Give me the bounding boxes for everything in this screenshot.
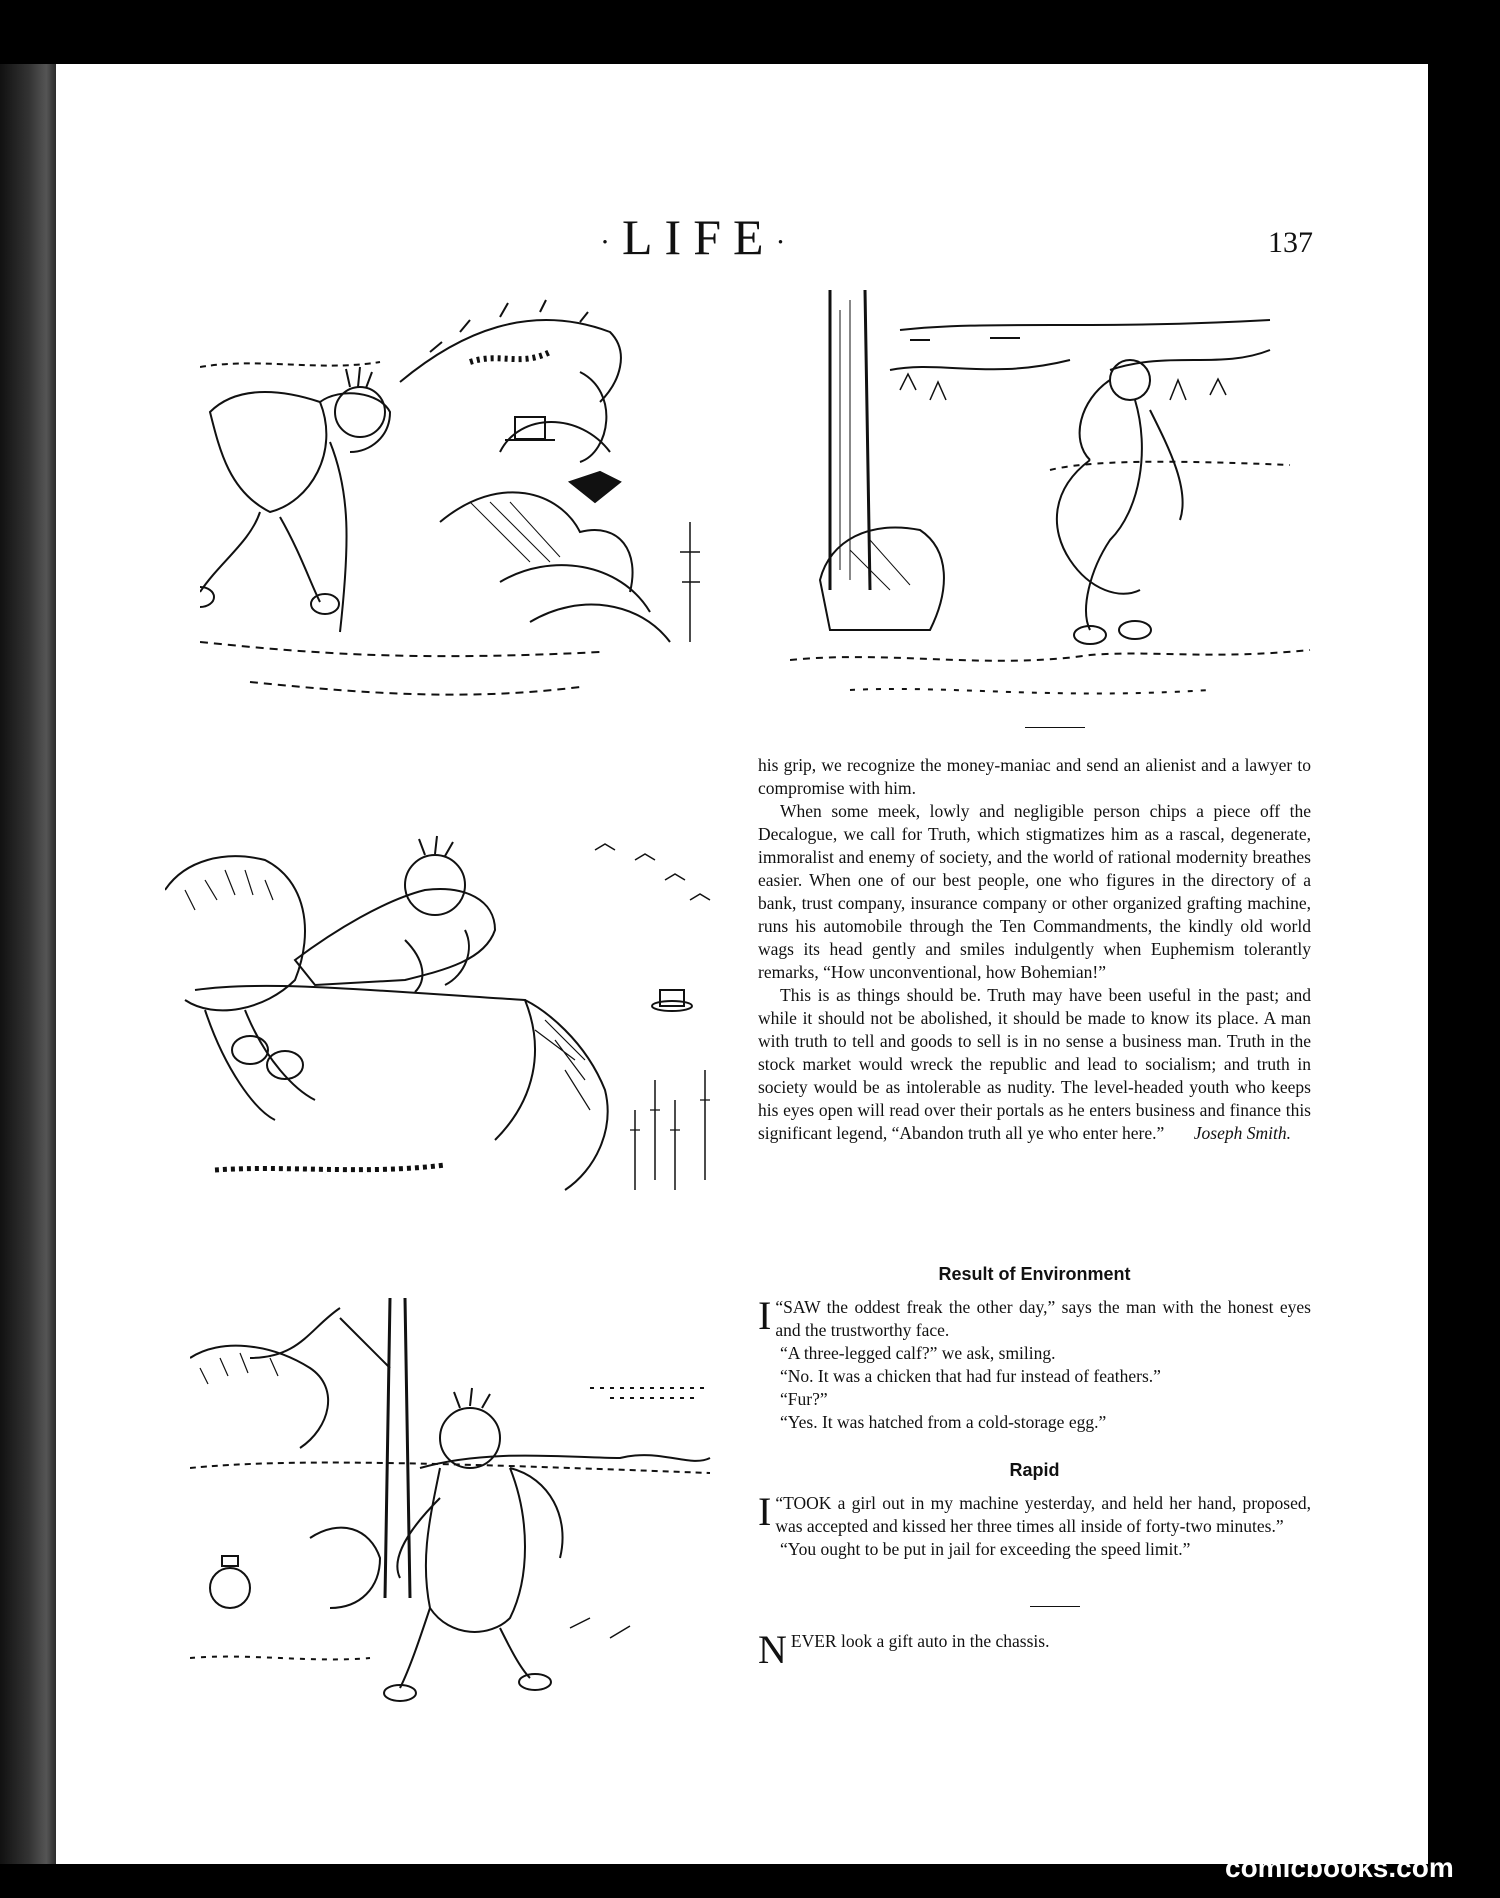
environment-line-3: “No. It was a chicken that had fur instead of feathers.” — [780, 1366, 1161, 1386]
illustration-panel-4 — [190, 1298, 725, 1708]
drop-cap: I — [758, 1293, 772, 1338]
illustration-panel-2 — [790, 290, 1330, 710]
environment-line-5: “Yes. It was hatched from a cold-storage egg.” — [780, 1412, 1107, 1432]
illustration-panel-3 — [165, 810, 740, 1210]
environment-line-4: “Fur?” — [780, 1389, 828, 1409]
environment-line-2: “A three-legged calf?” we ask, smiling. — [780, 1343, 1056, 1363]
masthead-title: LIFE — [622, 209, 776, 265]
essay-text — [758, 754, 1311, 1145]
environment-text — [758, 1293, 1311, 1434]
watermark: comicbooks.com — [1225, 1852, 1454, 1883]
never-text — [758, 1627, 1311, 1672]
environment-line-1: “ I SAW the oddest freak the other day,” says the man with the honest eyes and the trustworthy face. — [758, 1293, 1311, 1340]
rapid-line-2: “You ought to be put in jail for exceeding the speed limit.” — [780, 1539, 1191, 1559]
rapid-line-1: “ I TOOK a girl out in my machine yesterday, and held her hand, proposed, was accepted and kissed her three times all inside of forty-two minutes.” — [758, 1489, 1311, 1536]
never-line: NEVER look a gift auto in the chassis. — [758, 1627, 1050, 1672]
section-rule — [1030, 1606, 1080, 1607]
section-title-rapid: Rapid — [1009, 1460, 1060, 1480]
drop-cap: I — [758, 1489, 772, 1534]
book-spine — [0, 64, 58, 1864]
rapid-text — [758, 1489, 1311, 1561]
illustration-panel-1 — [200, 292, 740, 722]
essay-paragraph-3: This is as things should be. Truth may have been useful in the past; and while it should not be abolished, it should be made to know its place. A man with truth to tell and goods to sell is in no sense a business man. Truth in the stock market would wreck the republic and lead to socialism; and truth in society would be as intolerable as nudity. The level-headed youth who keeps his eyes open will read over their portals as he enters business and finance this significant legend, “Abandon truth all ye who enter here.” Joseph Smith. — [758, 985, 1311, 1143]
section-title-environment: Result of Environment — [938, 1264, 1131, 1284]
essay-paragraph-2: When some meek, lowly and negligible person chips a piece off the Decalogue, we call for Truth, which stigmatizes him as a rascal, degenerate, immoralist and enemy of society, and the world of rational modernity breathes easier. When one of our best people, one who figures in the directory of a bank, trust company, insurance company or other organized grafting machine, runs his automobile through the Ten Commandments, the kindly old world wags its head gently and smiles indulgently when Euphemism tolerantly remarks, “How unconventional, how Bohemian!” — [758, 801, 1311, 982]
drop-cap: N — [758, 1627, 787, 1672]
page-number: 137 — [1268, 226, 1313, 259]
masthead: ·LIFE· — [600, 209, 798, 265]
essay-paragraph-1: his grip, we recognize the money-maniac and send an alienist and a lawyer to compromise with him. — [758, 755, 1311, 798]
section-rule — [1025, 727, 1085, 728]
essay-signature: Joseph Smith. — [1193, 1123, 1291, 1143]
